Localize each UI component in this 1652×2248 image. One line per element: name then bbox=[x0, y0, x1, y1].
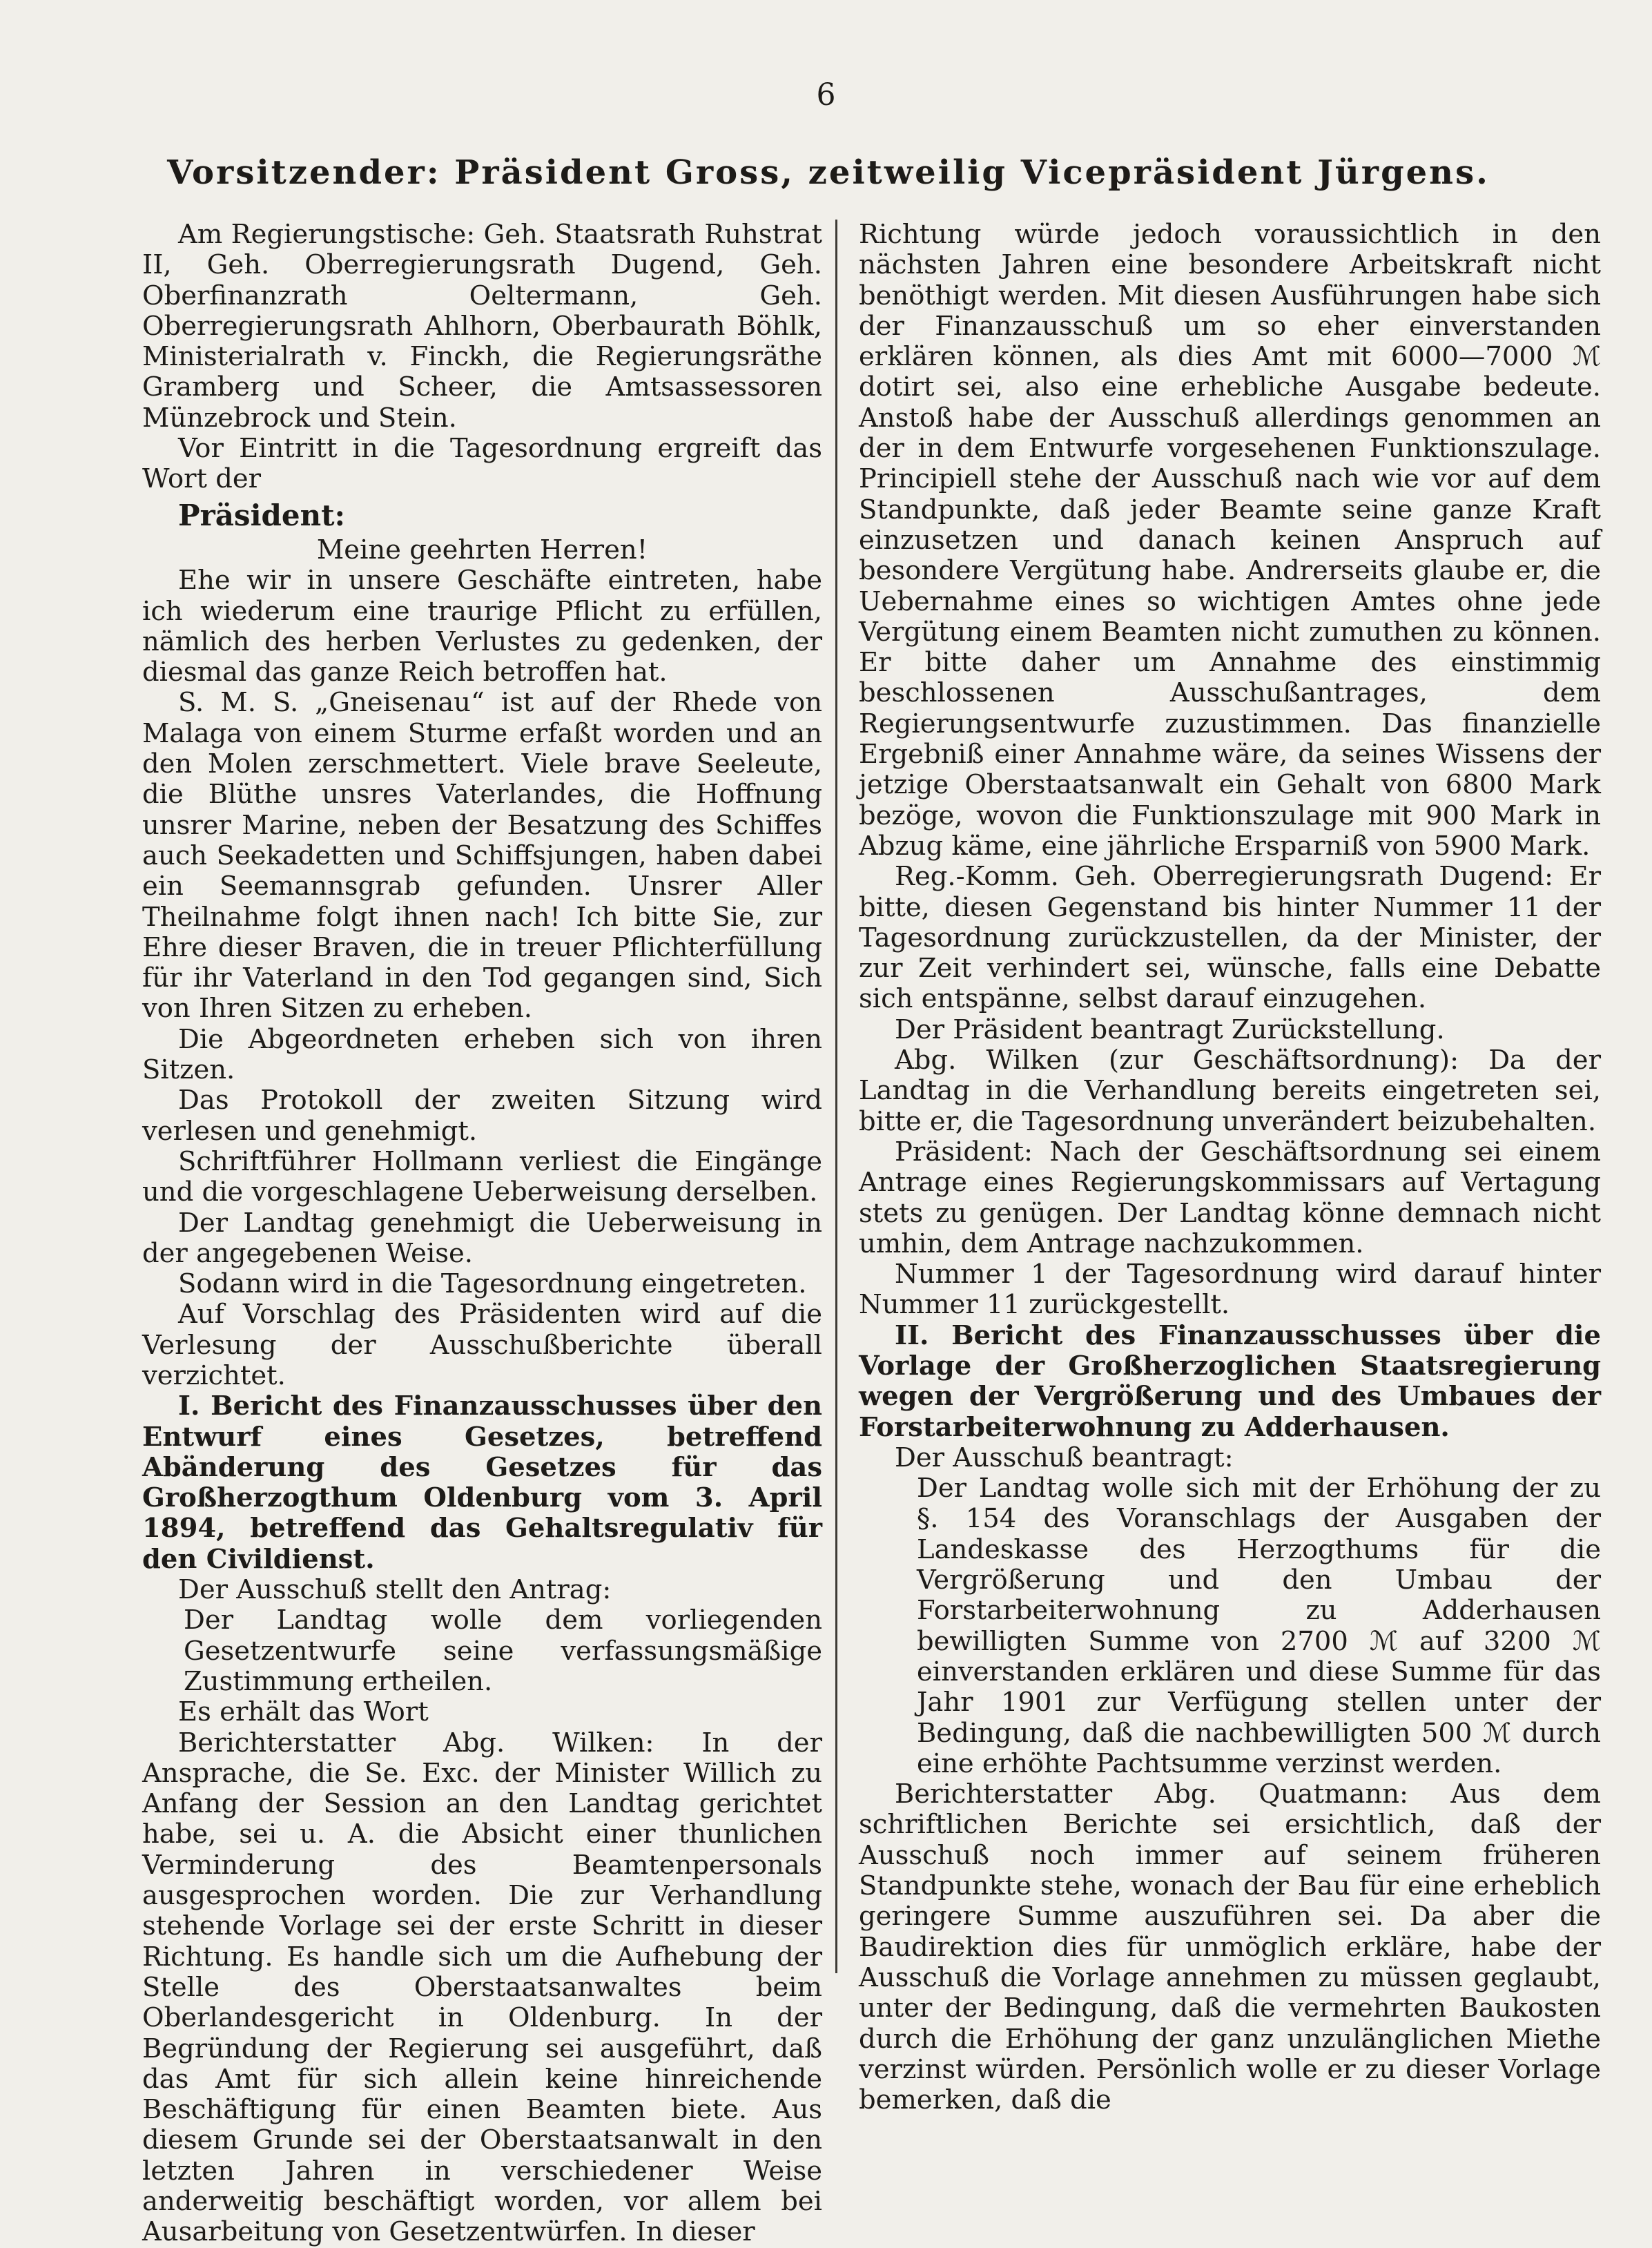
agenda-item-heading: II. Bericht des Finanzausschusses über die Vorlage der Großherzoglichen Staatsregierung wegen der Vergrößerung und des Umbaues der Forstarbeiterwohnung zu Adderhausen. bbox=[859, 1319, 1601, 1443]
paragraph: Reg.-Komm. Geh. Oberregierungsrath Dugend: Er bitte, diesen Gegenstand bis hinter Nummer 11 der Tagesordnung zurückzustellen, da der Minister, der zur Zeit verhindert sei, wünsche, falls eine Debatte sich entspänne, selbst darauf einzugehen. bbox=[859, 861, 1601, 1015]
paragraph: Am Regierungstische: Geh. Staatsrath Ruhstrat II, Geh. Oberregierungsrath Dugend, Geh. Oberfinanzrath Oeltermann, Geh. Oberregierungsrath Ahlhorn, Oberbaurath Böhlk, Ministerialrath v. Finckh, die Regierungsräthe Gramberg und Scheer, die Amtsassessoren Münzebrock und Stein. bbox=[142, 219, 822, 434]
right-column bbox=[859, 220, 1601, 2115]
page-number: 6 bbox=[816, 77, 836, 113]
paragraph: Ehe wir in unsere Geschäfte eintreten, habe ich wiederum eine traurige Pflicht zu erfüllen, nämlich des herben Verlustes zu gedenken, der diesmal das ganze Reich betroffen hat. bbox=[142, 565, 822, 688]
column-divider bbox=[835, 220, 837, 1973]
paragraph: Abg. Wilken (zur Geschäftsordnung): Da der Landtag in die Verhandlung bereits eingetreten sei, bitte er, die Tagesordnung unverändert beizubehalten. bbox=[859, 1045, 1601, 1137]
paragraph: Der Landtag genehmigt die Ueberweisung in der angegebenen Weise. bbox=[142, 1207, 822, 1269]
paragraph: Die Abgeordneten erheben sich von ihren Sitzen. bbox=[142, 1023, 822, 1086]
speaker-heading: Präsident: bbox=[178, 498, 346, 532]
motion-text: Der Landtag wolle sich mit der Erhöhung der zu §. 154 des Voranschlags der Ausgaben der Landeskasse des Herzogthums für die Vergrößerung und den Umbau der Forstarbeiterwohnung zu Adderhausen bewilligten Summe von 2700 ℳ auf 3200 ℳ einverstanden erklären und diese Summe für das Jahr 1901 zur Verfügung stellen unter der Bedingung, daß die nachbewilligten 500 ℳ durch eine erhöhte Pachtsumme verzinst werden. bbox=[917, 1473, 1601, 1779]
left-column bbox=[142, 220, 822, 2248]
paragraph: Präsident: Nach der Geschäftsordnung sei einem Antrage eines Regierungskommissars auf Vertagung stets zu genügen. Der Landtag könne demnach nicht umhin, dem Antrage nachzukommen. bbox=[859, 1136, 1601, 1259]
paragraph: S. M. S. „Gneisenau“ ist auf der Rhede von Malaga von einem Sturme erfaßt worden und an den Molen zerschmettert. Viele brave Seeleute, die Blüthe unsres Vaterlandes, die Hoffnung unsrer Marine, neben der Besatzung des Schiffes auch Seekadetten und Schiffsjungen, haben dabei ein Seemannsgrab gefunden. Unsrer Aller Theilnahme folgt ihnen nach! Ich bitte Sie, zur Ehre dieser Braven, die in treuer Pflichterfüllung für ihr Vaterland in den Tod gegangen sind, Sich von Ihren Sitzen zu erheben. bbox=[142, 687, 822, 1025]
motion-text: Der Landtag wolle dem vorliegenden Gesetzentwurfe seine verfassungsmäßige Zustimmung ertheilen. bbox=[184, 1605, 822, 1697]
paragraph: Richtung würde jedoch voraussichtlich in den nächsten Jahren eine besondere Arbeitskraft nicht benöthigt werden. Mit diesen Ausführungen habe sich der Finanzausschuß um so eher einverstanden erklären können, als dies Amt mit 6000—7000 ℳ dotirt sei, also eine erhebliche Ausgabe bedeute. Anstoß habe der Ausschuß allerdings genommen an der in dem Entwurfe vorgesehenen Funktionszulage. Principiell stehe der Ausschuß nach wie vor auf dem Standpunkte, daß jeder Beamte seine ganze Kraft einzusetzen und danach keinen Anspruch auf besondere Vergütung habe. Andrerseits glaube er, die Uebernahme eines so wichtigen Amtes ohne jede Vergütung einem Beamten nicht zumuthen zu können. Er bitte daher um Annahme des einstimmig beschlossenen Ausschußantrages, dem Regierungsentwurfe zuzustimmen. Das finanzielle Ergebniß einer Annahme wäre, da seines Wissens der jetzige Oberstaatsanwalt ein Gehalt von 6800 Mark bezöge, wovon die Funktionszulage mit 900 Mark in Abzug käme, eine jährliche Ersparniß von 5900 Mark. bbox=[859, 219, 1601, 862]
paragraph: Schriftführer Hollmann verliest die Eingänge und die vorgeschlagene Ueberweisung derselben. bbox=[142, 1145, 822, 1208]
paragraph: Sodann wird in die Tagesordnung eingetreten. bbox=[178, 1268, 807, 1300]
paragraph: Nummer 1 der Tagesordnung wird darauf hinter Nummer 11 zurückgestellt. bbox=[859, 1259, 1601, 1321]
agenda-item-heading: I. Bericht des Finanzausschusses über den Entwurf eines Gesetzes, betreffend Abänderung des Gesetzes für das Großherzogthum Oldenburg vom 3. April 1894, betreffend das Gehaltsregulativ für den Civildienst. bbox=[142, 1391, 822, 1575]
paragraph: Berichterstatter Abg. Wilken: In der Ansprache, die Se. Exc. der Minister Willich zu Anfang der Session an den Landtag gerichtet habe, sei u. A. die Absicht einer thunlichen Verminderung des Beamtenpersonals ausgesprochen worden. Die zur Verhandlung stehende Vorlage sei der erste Schritt in dieser Richtung. Es handle sich um die Aufhebung der Stelle des Oberstaatsanwaltes beim Oberlandesgericht in Oldenburg. In der Begründung der Regierung sei ausgeführt, daß das Amt für sich allein keine hinreichende Beschäftigung für einen Beamten biete. Aus diesem Grunde sei der Oberstaatsanwalt in den letzten Jahren in verschiedener Weise anderweitig beschäftigt worden, vor allem bei Ausarbeitung von Gesetzentwürfen. In dieser bbox=[142, 1727, 822, 2248]
paragraph: Der Ausschuß beantragt: bbox=[895, 1442, 1234, 1473]
paragraph: Es erhält das Wort bbox=[178, 1696, 429, 1728]
paragraph: Das Protokoll der zweiten Sitzung wird verlesen und genehmigt. bbox=[142, 1085, 822, 1147]
paragraph: Der Ausschuß stellt den Antrag: bbox=[178, 1574, 612, 1606]
greeting: Meine geehrten Herren! bbox=[316, 534, 648, 565]
session-header: Vorsitzender: Präsident Gross, zeitweilig Vicepräsident Jürgens. bbox=[167, 153, 1490, 192]
paragraph: Der Präsident beantragt Zurückstellung. bbox=[895, 1014, 1445, 1045]
paragraph: Auf Vorschlag des Präsidenten wird auf die Verlesung der Ausschußberichte überall verzichtet. bbox=[142, 1299, 822, 1391]
paragraph: Vor Eintritt in die Tagesordnung ergreift das Wort der bbox=[142, 433, 822, 495]
paragraph: Berichterstatter Abg. Quatmann: Aus dem schriftlichen Berichte sei ersichtlich, daß der Ausschuß noch immer auf seinem früheren Standpunkte stehe, wonach der Bau für eine erheblich geringere Summe auszuführen sei. Da aber die Baudirektion dies für unmöglich erkläre, habe der Ausschuß die Vorlage annehmen zu müssen geglaubt, unter der Bedingung, daß die vermehrten Baukosten durch die Erhöhung der ganz unzulänglichen Miethe verzinst würden. Persönlich wolle er zu dieser Vorlage bemerken, daß die bbox=[859, 1779, 1601, 2116]
